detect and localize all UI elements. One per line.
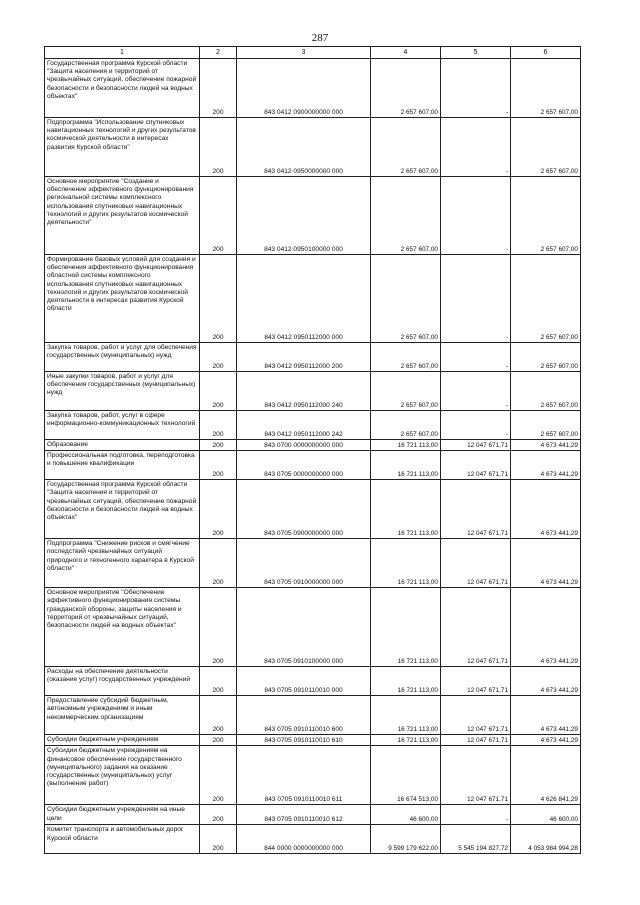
row-code: 200	[200, 696, 237, 735]
row-code: 200	[200, 735, 237, 746]
row-executed: -	[441, 411, 511, 440]
row-name: Субсидии бюджетным учреждениям на иные цели	[45, 805, 200, 825]
row-classification: 843 0705 0910110010 610	[237, 735, 371, 746]
row-executed: 5 545 194 827,72	[441, 825, 511, 854]
row-approved: 9 599 179 622,00	[371, 825, 441, 854]
row-deviation: 2 657 607,00	[511, 59, 581, 118]
table-row	[45, 440, 581, 451]
table-row	[45, 343, 581, 372]
row-classification: 843 0412 0950112000 000	[237, 255, 371, 343]
row-approved: 16 721 113,00	[371, 735, 441, 746]
row-name: Государственная программа Курской области "Защита населения и территорий от чрезвычайных ситуаций, обеспечение пожарной безопасности и безопасности людей на водных объектах"	[45, 480, 200, 539]
column-header: 4	[371, 47, 441, 59]
row-classification: 843 0412 0950112000 242	[237, 411, 371, 440]
row-classification: 843 0705 0910110010 611	[237, 746, 371, 805]
table-row	[45, 825, 581, 854]
table-row	[45, 118, 581, 177]
row-approved: 2 657 607,00	[371, 411, 441, 440]
row-executed: -	[441, 59, 511, 118]
table-row	[45, 735, 581, 746]
row-code: 200	[200, 255, 237, 343]
row-executed: -	[441, 805, 511, 825]
row-deviation: 4 673 441,29	[511, 588, 581, 667]
table-header-row	[45, 47, 581, 59]
row-approved: 16 721 113,00	[371, 480, 441, 539]
row-code: 200	[200, 480, 237, 539]
row-name: Закупка товаров, работ, услуг в сфере информационно-коммуникационных технологий	[45, 411, 200, 440]
row-classification: 843 0412 0950100000 000	[237, 177, 371, 255]
table-row	[45, 411, 581, 440]
table-row	[45, 696, 581, 735]
row-name: Предоставление субсидий бюджетным, автономным учреждениям и иным некоммерческим организациям	[45, 696, 200, 735]
table-row	[45, 372, 581, 411]
row-code: 200	[200, 118, 237, 177]
row-executed: -	[441, 372, 511, 411]
column-header: 2	[200, 47, 237, 59]
column-header: 3	[237, 47, 371, 59]
row-executed: -	[441, 255, 511, 343]
table-row	[45, 539, 581, 588]
row-approved: 16 721 113,00	[371, 696, 441, 735]
row-approved: 16 674 513,00	[371, 746, 441, 805]
table-row	[45, 480, 581, 539]
row-executed: -	[441, 343, 511, 372]
row-deviation: 4 673 441,29	[511, 480, 581, 539]
row-code: 200	[200, 343, 237, 372]
column-header: 1	[45, 47, 200, 59]
row-classification: 843 0412 0950000000 000	[237, 118, 371, 177]
row-name: Закупка товаров, работ и услуг для обеспечения государственных (муниципальных) нужд	[45, 343, 200, 372]
row-executed: 12 047 671,71	[441, 440, 511, 451]
row-code: 200	[200, 59, 237, 118]
row-classification: 843 0412 0950112000 200	[237, 343, 371, 372]
row-code: 200	[200, 177, 237, 255]
row-classification: 843 0705 0900000000 000	[237, 480, 371, 539]
row-deviation: 2 657 607,00	[511, 177, 581, 255]
row-classification: 844 0000 0000000000 000	[237, 825, 371, 854]
row-code: 200	[200, 539, 237, 588]
row-executed: 12 047 671,71	[441, 539, 511, 588]
row-classification: 843 0412 0950112000 240	[237, 372, 371, 411]
table-row	[45, 667, 581, 696]
row-approved: 2 657 607,00	[371, 372, 441, 411]
row-code: 200	[200, 746, 237, 805]
row-executed: 12 047 671,71	[441, 480, 511, 539]
row-name: Субсидии бюджетным учреждениям	[45, 735, 200, 746]
row-deviation: 46 600,00	[511, 805, 581, 825]
row-classification: 843 0705 0910110010 600	[237, 696, 371, 735]
row-name: Иные закупки товаров, работ и услуг для обеспечения государственных (муниципальных) нужд	[45, 372, 200, 411]
row-name: Основное мероприятие "Обеспечение эффективного функционирования системы гражданской обороны, защиты населения и территорий от чрезвычайных ситуаций, безопасности людей на водных объектах"	[45, 588, 200, 667]
row-executed: 12 047 671,71	[441, 735, 511, 746]
row-classification: 843 0705 0000000000 000	[237, 451, 371, 480]
row-code: 200	[200, 411, 237, 440]
table-row	[45, 588, 581, 667]
row-name: Подпрограмма "Снижение рисков и смягчение последствий чрезвычайных ситуаций природного и техногенного характера в Курской области"	[45, 539, 200, 588]
row-deviation: 4 673 441,29	[511, 539, 581, 588]
row-executed: 12 047 671,71	[441, 588, 511, 667]
row-code: 200	[200, 588, 237, 667]
row-deviation: 4 626 841,29	[511, 746, 581, 805]
row-deviation: 2 657 607,00	[511, 343, 581, 372]
row-approved: 16 721 113,00	[371, 667, 441, 696]
row-executed: 12 047 671,71	[441, 667, 511, 696]
row-executed: 12 047 671,71	[441, 696, 511, 735]
row-name: Основное мероприятие "Создание и обеспечение эффективного функционирования региональной системы комплексного использования спутниковых навигационных технологий и других результатов космической деятельности"	[45, 177, 200, 255]
row-classification: 843 0705 0910110010 612	[237, 805, 371, 825]
row-code: 200	[200, 805, 237, 825]
row-executed: -	[441, 118, 511, 177]
row-classification: 843 0705 0910000000 000	[237, 539, 371, 588]
row-executed: 12 047 671,71	[441, 746, 511, 805]
row-approved: 2 657 607,00	[371, 343, 441, 372]
row-approved: 2 657 607,00	[371, 118, 441, 177]
row-classification: 843 0705 0910100000 000	[237, 588, 371, 667]
row-approved: 2 657 607,00	[371, 177, 441, 255]
row-approved: 16 721 113,00	[371, 440, 441, 451]
row-deviation: 2 657 607,00	[511, 372, 581, 411]
row-name: Субсидии бюджетным учреждениям на финансовое обеспечение государственного (муниципального) задания на оказание государственных (муниципальных) услуг (выполнение работ)	[45, 746, 200, 805]
table-row	[45, 746, 581, 805]
row-classification: 843 0412 0900000000 000	[237, 59, 371, 118]
row-executed: -	[441, 177, 511, 255]
row-name: Комитет транспорта и автомобильных дорог Курской области	[45, 825, 200, 854]
row-classification: 843 0705 0910110010 000	[237, 667, 371, 696]
row-name: Образование	[45, 440, 200, 451]
page-number: 287	[311, 32, 329, 44]
row-deviation: 2 657 607,00	[511, 255, 581, 343]
row-deviation: 4 673 441,29	[511, 735, 581, 746]
row-code: 200	[200, 451, 237, 480]
table-row	[45, 59, 581, 118]
table-row	[45, 451, 581, 480]
row-name: Государственная программа Курской области "Защита населения и территорий от чрезвычайных ситуаций, обеспечение пожарной безопасности и безопасности людей на водных объектах"	[45, 59, 200, 118]
budget-table	[44, 46, 581, 854]
table-row	[45, 255, 581, 343]
row-code: 200	[200, 372, 237, 411]
row-deviation: 4 053 984 994,28	[511, 825, 581, 854]
row-approved: 16 721 113,00	[371, 588, 441, 667]
row-approved: 2 657 607,00	[371, 59, 441, 118]
row-classification: 843 0700 0000000000 000	[237, 440, 371, 451]
row-name: Расходы на обеспечение деятельности (оказание услуг) государственных учреждений	[45, 667, 200, 696]
row-deviation: 2 657 607,00	[511, 118, 581, 177]
table-row	[45, 177, 581, 255]
row-name: Подпрограмма "Использование спутниковых навигационных технологий и других результатов космической деятельности в интересах развития Курской области"	[45, 118, 200, 177]
column-header: 6	[511, 47, 581, 59]
row-deviation: 4 673 441,29	[511, 667, 581, 696]
row-approved: 2 657 607,00	[371, 255, 441, 343]
row-name: Формирование базовых условий для создания и обеспечения эффективного функционирования областной системы комплексного использования спутниковых навигационных технологий и других результатов космической деятельности в интересах развития Курской области	[45, 255, 200, 343]
row-deviation: 4 673 441,29	[511, 451, 581, 480]
row-approved: 46 600,00	[371, 805, 441, 825]
row-name: Профессиональная подготовка, переподготовка и повышение квалификации	[45, 451, 200, 480]
row-code: 200	[200, 440, 237, 451]
row-deviation: 4 673 441,29	[511, 440, 581, 451]
row-deviation: 2 657 607,00	[511, 411, 581, 440]
row-approved: 16 721 113,00	[371, 451, 441, 480]
row-executed: 12 047 671,71	[441, 451, 511, 480]
row-code: 200	[200, 667, 237, 696]
row-deviation: 4 673 441,29	[511, 696, 581, 735]
column-header: 5	[441, 47, 511, 59]
row-code: 200	[200, 825, 237, 854]
table-row	[45, 805, 581, 825]
row-approved: 16 721 113,00	[371, 539, 441, 588]
